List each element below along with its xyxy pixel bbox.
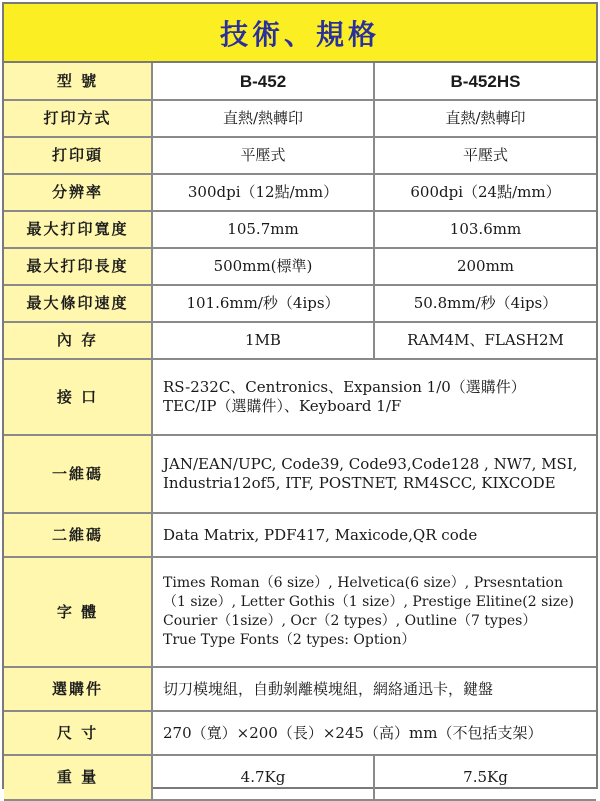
barcode-2d-value: Data Matrix, PDF417, Maxicode,QR code (152, 513, 596, 557)
row-value-1: 直熱/熱轉印 (152, 100, 374, 137)
spec-sheet (2, 2, 598, 789)
row-label: 打印方式 (4, 100, 152, 137)
label-options: 選購件 (4, 667, 152, 711)
row-value-1: 500mm(標準) (152, 248, 374, 285)
table-row (4, 137, 596, 174)
label-weight: 重 量 (4, 755, 152, 800)
table-row-barcode-1d (4, 435, 596, 513)
label-fonts: 字 體 (4, 557, 152, 667)
table-row-weight (4, 755, 596, 800)
fonts-line: （1 size）, Letter Gothis（1 size）, Prestige Elitine(2 size) (163, 594, 574, 610)
table-row-dimensions (4, 711, 596, 755)
row-value-2: 直熱/熱轉印 (374, 100, 596, 137)
row-value-2: 50.8mm/秒（4ips） (374, 285, 596, 322)
row-label: 內 存 (4, 322, 152, 359)
label-dimensions: 尺 寸 (4, 711, 152, 755)
barcode-1d-line: JAN/EAN/UPC, Code39, Code93,Code128 , NW7, MSI, (163, 455, 578, 473)
spec-table (4, 63, 596, 801)
table-row (4, 100, 596, 137)
row-value-1: 300dpi（12點/mm） (152, 174, 374, 211)
dimensions-value: 270（寬）×200（長）×245（高）mm（不包括支架） (152, 711, 596, 755)
table-row-options (4, 667, 596, 711)
fonts-value (152, 557, 596, 667)
table-row (4, 248, 596, 285)
row-value-2: 103.6mm (374, 211, 596, 248)
barcode-1d-value (152, 435, 596, 513)
row-label: 分辨率 (4, 174, 152, 211)
row-value-1: 101.6mm/秒（4ips） (152, 285, 374, 322)
row-value-1: 平壓式 (152, 137, 374, 174)
options-value: 切刀模塊組，自動剝離模塊組，網絡通迅卡，鍵盤 (152, 667, 596, 711)
page-title: 技術、規格 (219, 17, 380, 51)
table-row-barcode-2d (4, 513, 596, 557)
row-label: 最大條印速度 (4, 285, 152, 322)
row-value-2: RAM4M、FLASH2M (374, 322, 596, 359)
row-value-1: 1MB (152, 322, 374, 359)
row-label: 最大打印長度 (4, 248, 152, 285)
row-value-2: 600dpi（24點/mm） (374, 174, 596, 211)
table-row (4, 285, 596, 322)
fonts-line: Courier（1size）, Ocr（2 types）, Outline（7 types） (163, 613, 537, 629)
interface-value (152, 359, 596, 435)
model-col1: B-452 (152, 63, 374, 100)
weight-value-1: 4.7Kg (152, 755, 374, 800)
table-row-model (4, 63, 596, 100)
label-interface: 接 口 (4, 359, 152, 435)
table-row (4, 322, 596, 359)
fonts-line: True Type Fonts（2 types: Option） (163, 632, 416, 648)
row-label: 打印頭 (4, 137, 152, 174)
model-col2: B-452HS (374, 63, 596, 100)
interface-line: RS-232C、Centronics、Expansion 1/0（選購件） (163, 378, 526, 396)
label-barcode-1d: 一維碼 (4, 435, 152, 513)
row-label: 最大打印寬度 (4, 211, 152, 248)
row-value-1: 105.7mm (152, 211, 374, 248)
weight-value-2: 7.5Kg (374, 755, 596, 800)
interface-line: TEC/IP（選購件）、Keyboard 1/F (163, 397, 402, 415)
title-bar (4, 4, 596, 63)
row-value-2: 200mm (374, 248, 596, 285)
fonts-line: Times Roman（6 size）, Helvetica(6 size）, Prsesntation (163, 575, 564, 591)
row-value-2: 平壓式 (374, 137, 596, 174)
table-row (4, 211, 596, 248)
label-barcode-2d: 二維碼 (4, 513, 152, 557)
table-row-interface (4, 359, 596, 435)
barcode-1d-line: Industria12of5, ITF, POSTNET, RM4SCC, KIXCODE (163, 474, 556, 492)
table-row-fonts (4, 557, 596, 667)
label-model: 型 號 (4, 63, 152, 100)
table-row (4, 174, 596, 211)
